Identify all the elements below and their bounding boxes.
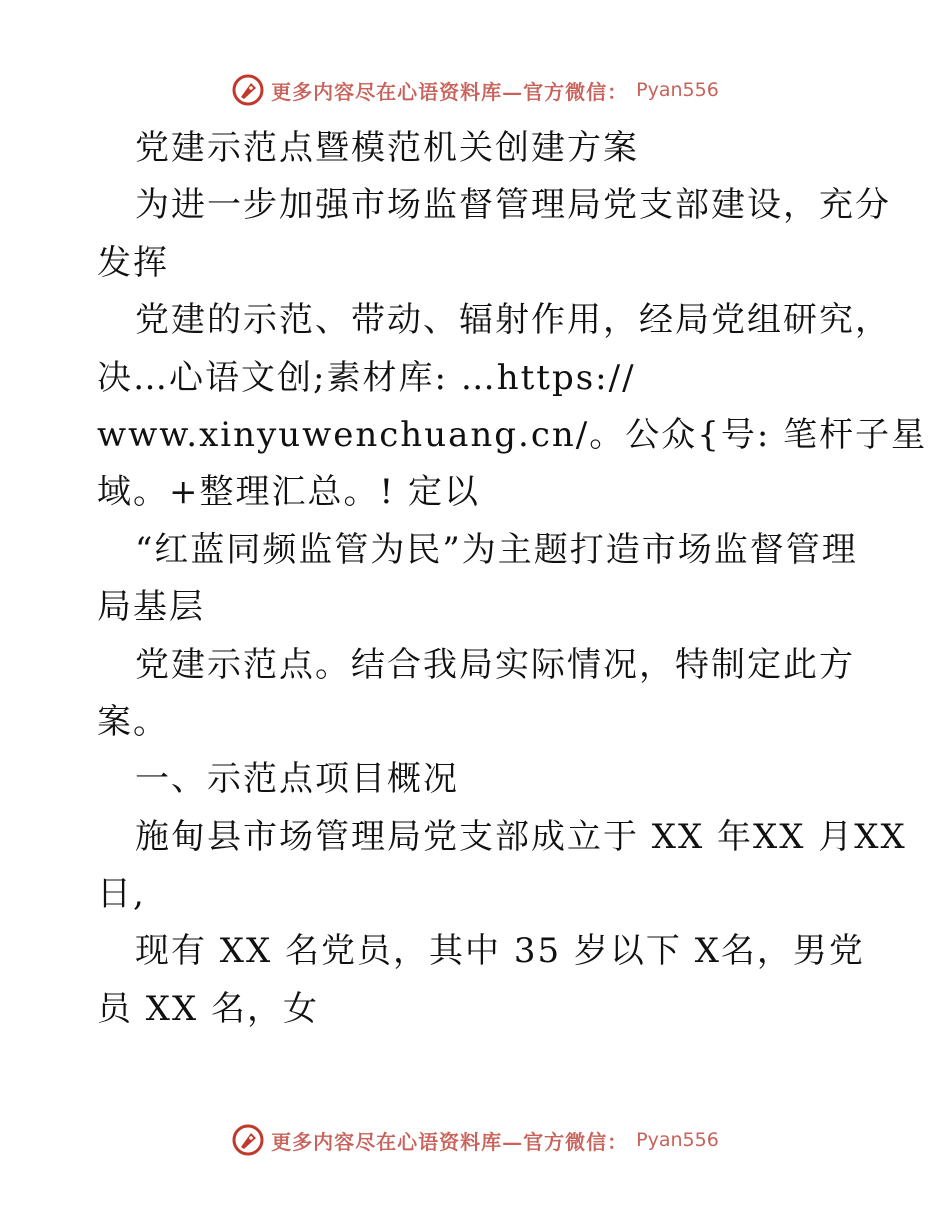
document-line: 党建示范点暨模范机关创建方案 [135,128,639,168]
document-line: 施甸县市场管理局党支部成立于 XX 年XX 月XX [135,816,907,857]
document-line: 决…心语文创;素材库: …https:// [97,357,636,398]
document-line: 党建的示范、带动、辐射作用，经局党组研究， [135,300,891,341]
document-line: 员 XX 名，女 [97,988,320,1029]
document-line: www.xinyuwenchuang.cn/。公众{号: 笔杆子星 [97,414,928,455]
banner-main-text: 更多内容尽在心语资料库—官方微信： [271,1129,629,1154]
document-line: 案。 [97,701,169,742]
document-line: 一、示范点项目概况 [135,759,459,800]
document-line: 现有 XX 名党员，其中 35 岁以下 X名，男党 [135,931,865,972]
document-line: 党建示范点。结合我局实际情况，特制定此方 [135,644,855,685]
banner-main-text: 更多内容尽在心语资料库—官方微信： [271,79,629,104]
document-line: 域。+整理汇总。! 定以 [97,472,480,513]
document-line: 发挥 [97,242,169,283]
document-line: 局基层 [97,587,205,628]
pen-nib-logo-icon [231,1123,265,1157]
document-body [97,120,928,1038]
footer-banner [0,1118,950,1162]
header-banner [0,68,950,112]
banner-contact-id: Pyan556 [636,1129,719,1151]
pen-nib-logo-icon [231,73,265,107]
banner-contact-id: Pyan556 [636,79,719,101]
document-line: “红蓝同频监管为民”为主题打造市场监督管理 [135,529,858,570]
document-line: 日, [97,874,146,915]
document-line: 为进一步加强市场监督管理局党支部建设，充分 [135,185,891,226]
